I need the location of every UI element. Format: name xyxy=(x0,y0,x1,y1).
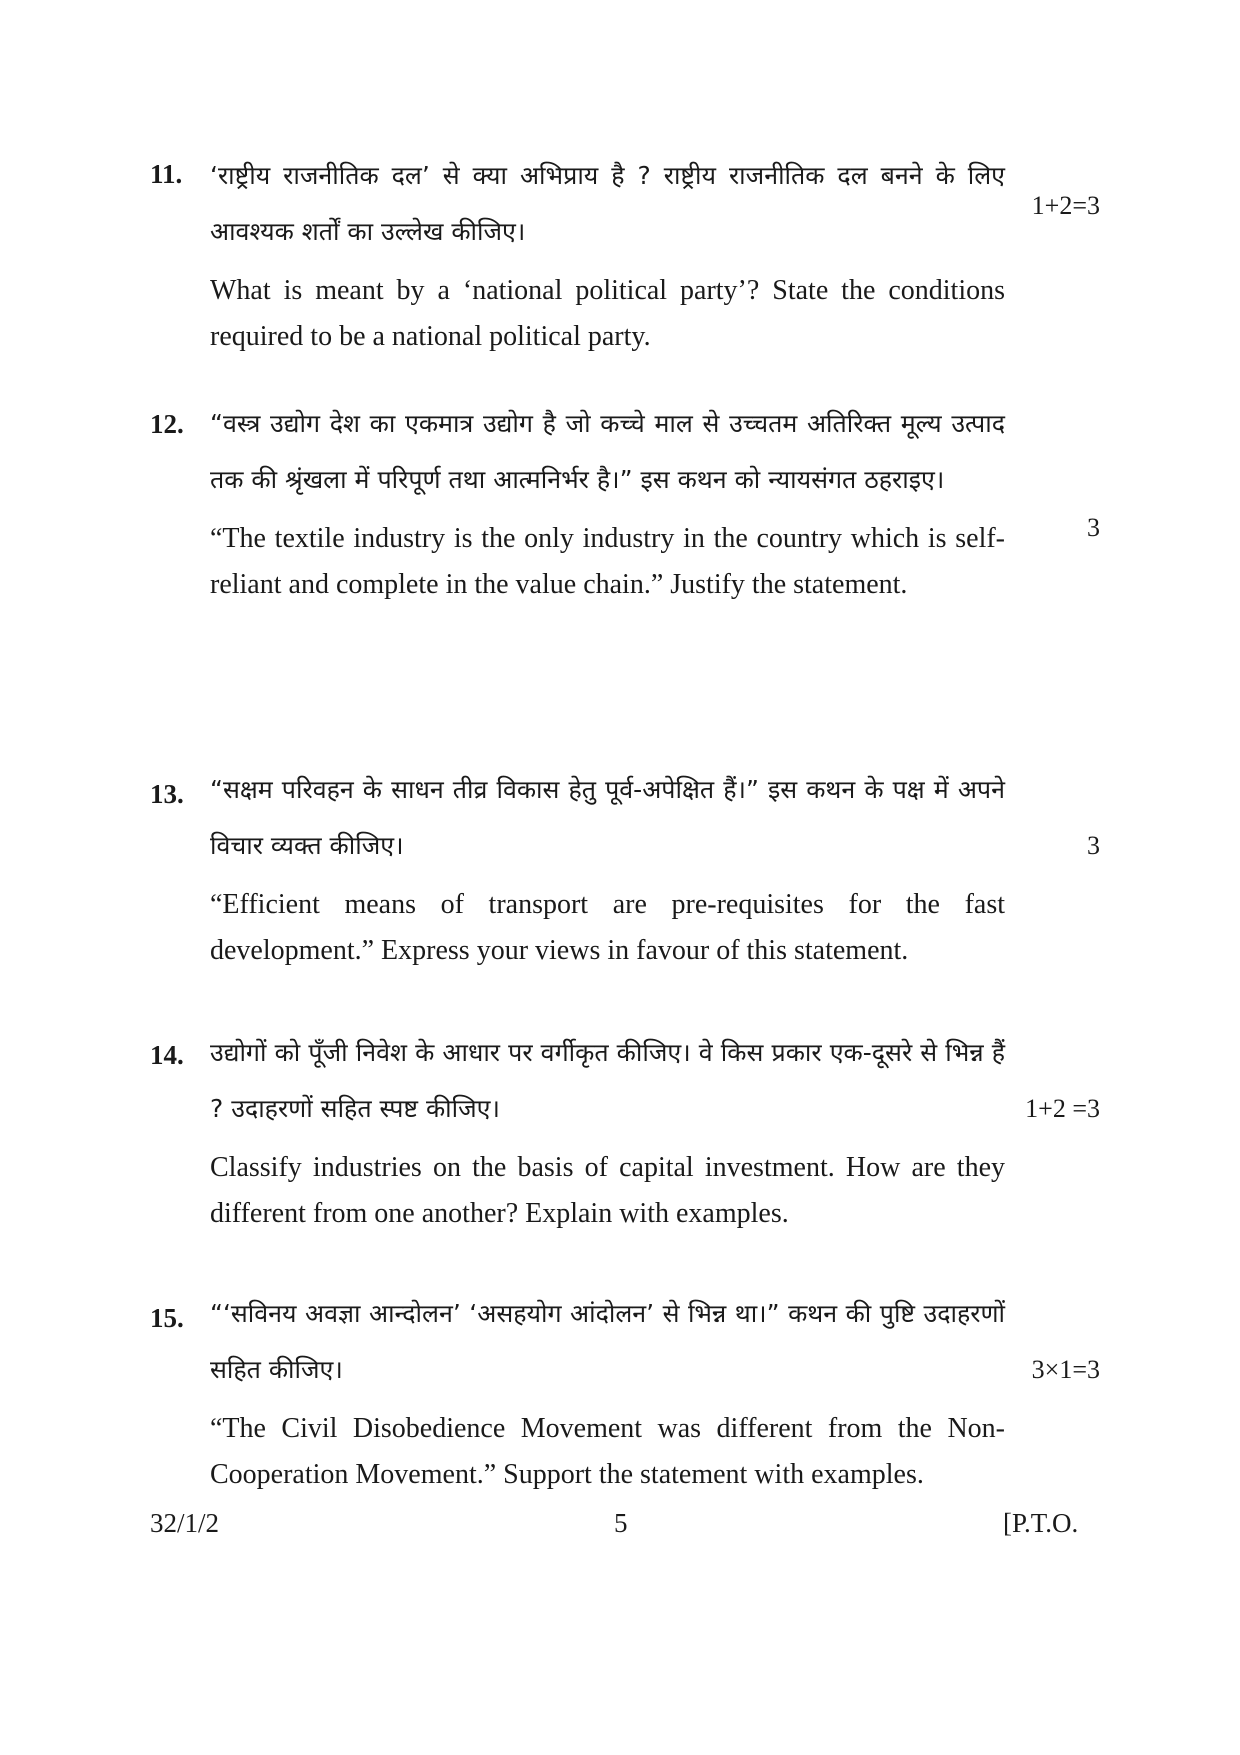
question-number: 15. xyxy=(150,1303,184,1333)
question-text-english: “The Civil Disobedience Movement was different from the Non-Cooperation Movement.” Support the statement with examples. xyxy=(210,1413,1005,1490)
question-number: 12. xyxy=(150,409,184,439)
question-body xyxy=(210,396,1005,608)
marks: 1+2=3 xyxy=(1031,191,1100,220)
question-body xyxy=(210,762,1005,974)
marks: 3 xyxy=(1087,513,1100,542)
question-text-hindi: “‘सविनय अवज्ञा आन्दोलन’ ‘असहयोग आंदोलन’ से भिन्न था।” कथन की पुष्टि उदाहरणों सहित कीजिए। xyxy=(210,1299,1005,1384)
question-text-hindi: ‘राष्ट्रीय राजनीतिक दल’ से क्या अभिप्राय है ? राष्ट्रीय राजनीतिक दल बनने के लिए आवश्यक शर्तों का उल्लेख कीजिए। xyxy=(210,161,1005,246)
question-number: 14. xyxy=(150,1040,184,1070)
marks: 1+2 =3 xyxy=(1025,1094,1100,1123)
question-body xyxy=(210,1286,1005,1498)
question-text-english: What is meant by a ‘national political party’? State the conditions required to be a national political party. xyxy=(210,275,1005,352)
question-text-english: “The textile industry is the only industry in the country which is self-reliant and complete in the value chain.” Justify the statement. xyxy=(210,523,1005,600)
question-text-hindi: “वस्त्र उद्योग देश का एकमात्र उद्योग है जो कच्चे माल से उच्चतम अतिरिक्त मूल्य उत्पाद तक की श्रृंखला में परिपूर्ण तथा आत्मनिर्भर है।” इस कथन को न्यायसंगत ठहराइए। xyxy=(210,409,1005,494)
question-number: 11. xyxy=(150,159,183,189)
marks: 3×1=3 xyxy=(1031,1355,1100,1384)
page-number: 5 xyxy=(614,1508,628,1538)
please-turn-over: [P.T.O. xyxy=(1003,1508,1079,1538)
paper-code: 32/1/2 xyxy=(150,1508,220,1538)
question-number: 13. xyxy=(150,779,184,809)
question-text-english: “Efficient means of transport are pre-requisites for the fast development.” Express your views in favour of this statement. xyxy=(210,889,1005,966)
question-text-hindi: “सक्षम परिवहन के साधन तीव्र विकास हेतु पूर्व-अपेक्षित हैं।” इस कथन के पक्ष में अपने विचार व्यक्त कीजिए। xyxy=(210,775,1005,860)
question-text-hindi: उद्योगों को पूँजी निवेश के आधार पर वर्गीकृत कीजिए। वे किस प्रकार एक-दूसरे से भिन्न हैं ? उदाहरणों सहित स्पष्ट कीजिए। xyxy=(210,1038,1005,1123)
marks: 3 xyxy=(1087,831,1100,860)
question-body xyxy=(210,1025,1005,1237)
question-text-english: Classify industries on the basis of capital investment. How are they different from one another? Explain with examples. xyxy=(210,1152,1005,1229)
question-body xyxy=(210,148,1005,360)
